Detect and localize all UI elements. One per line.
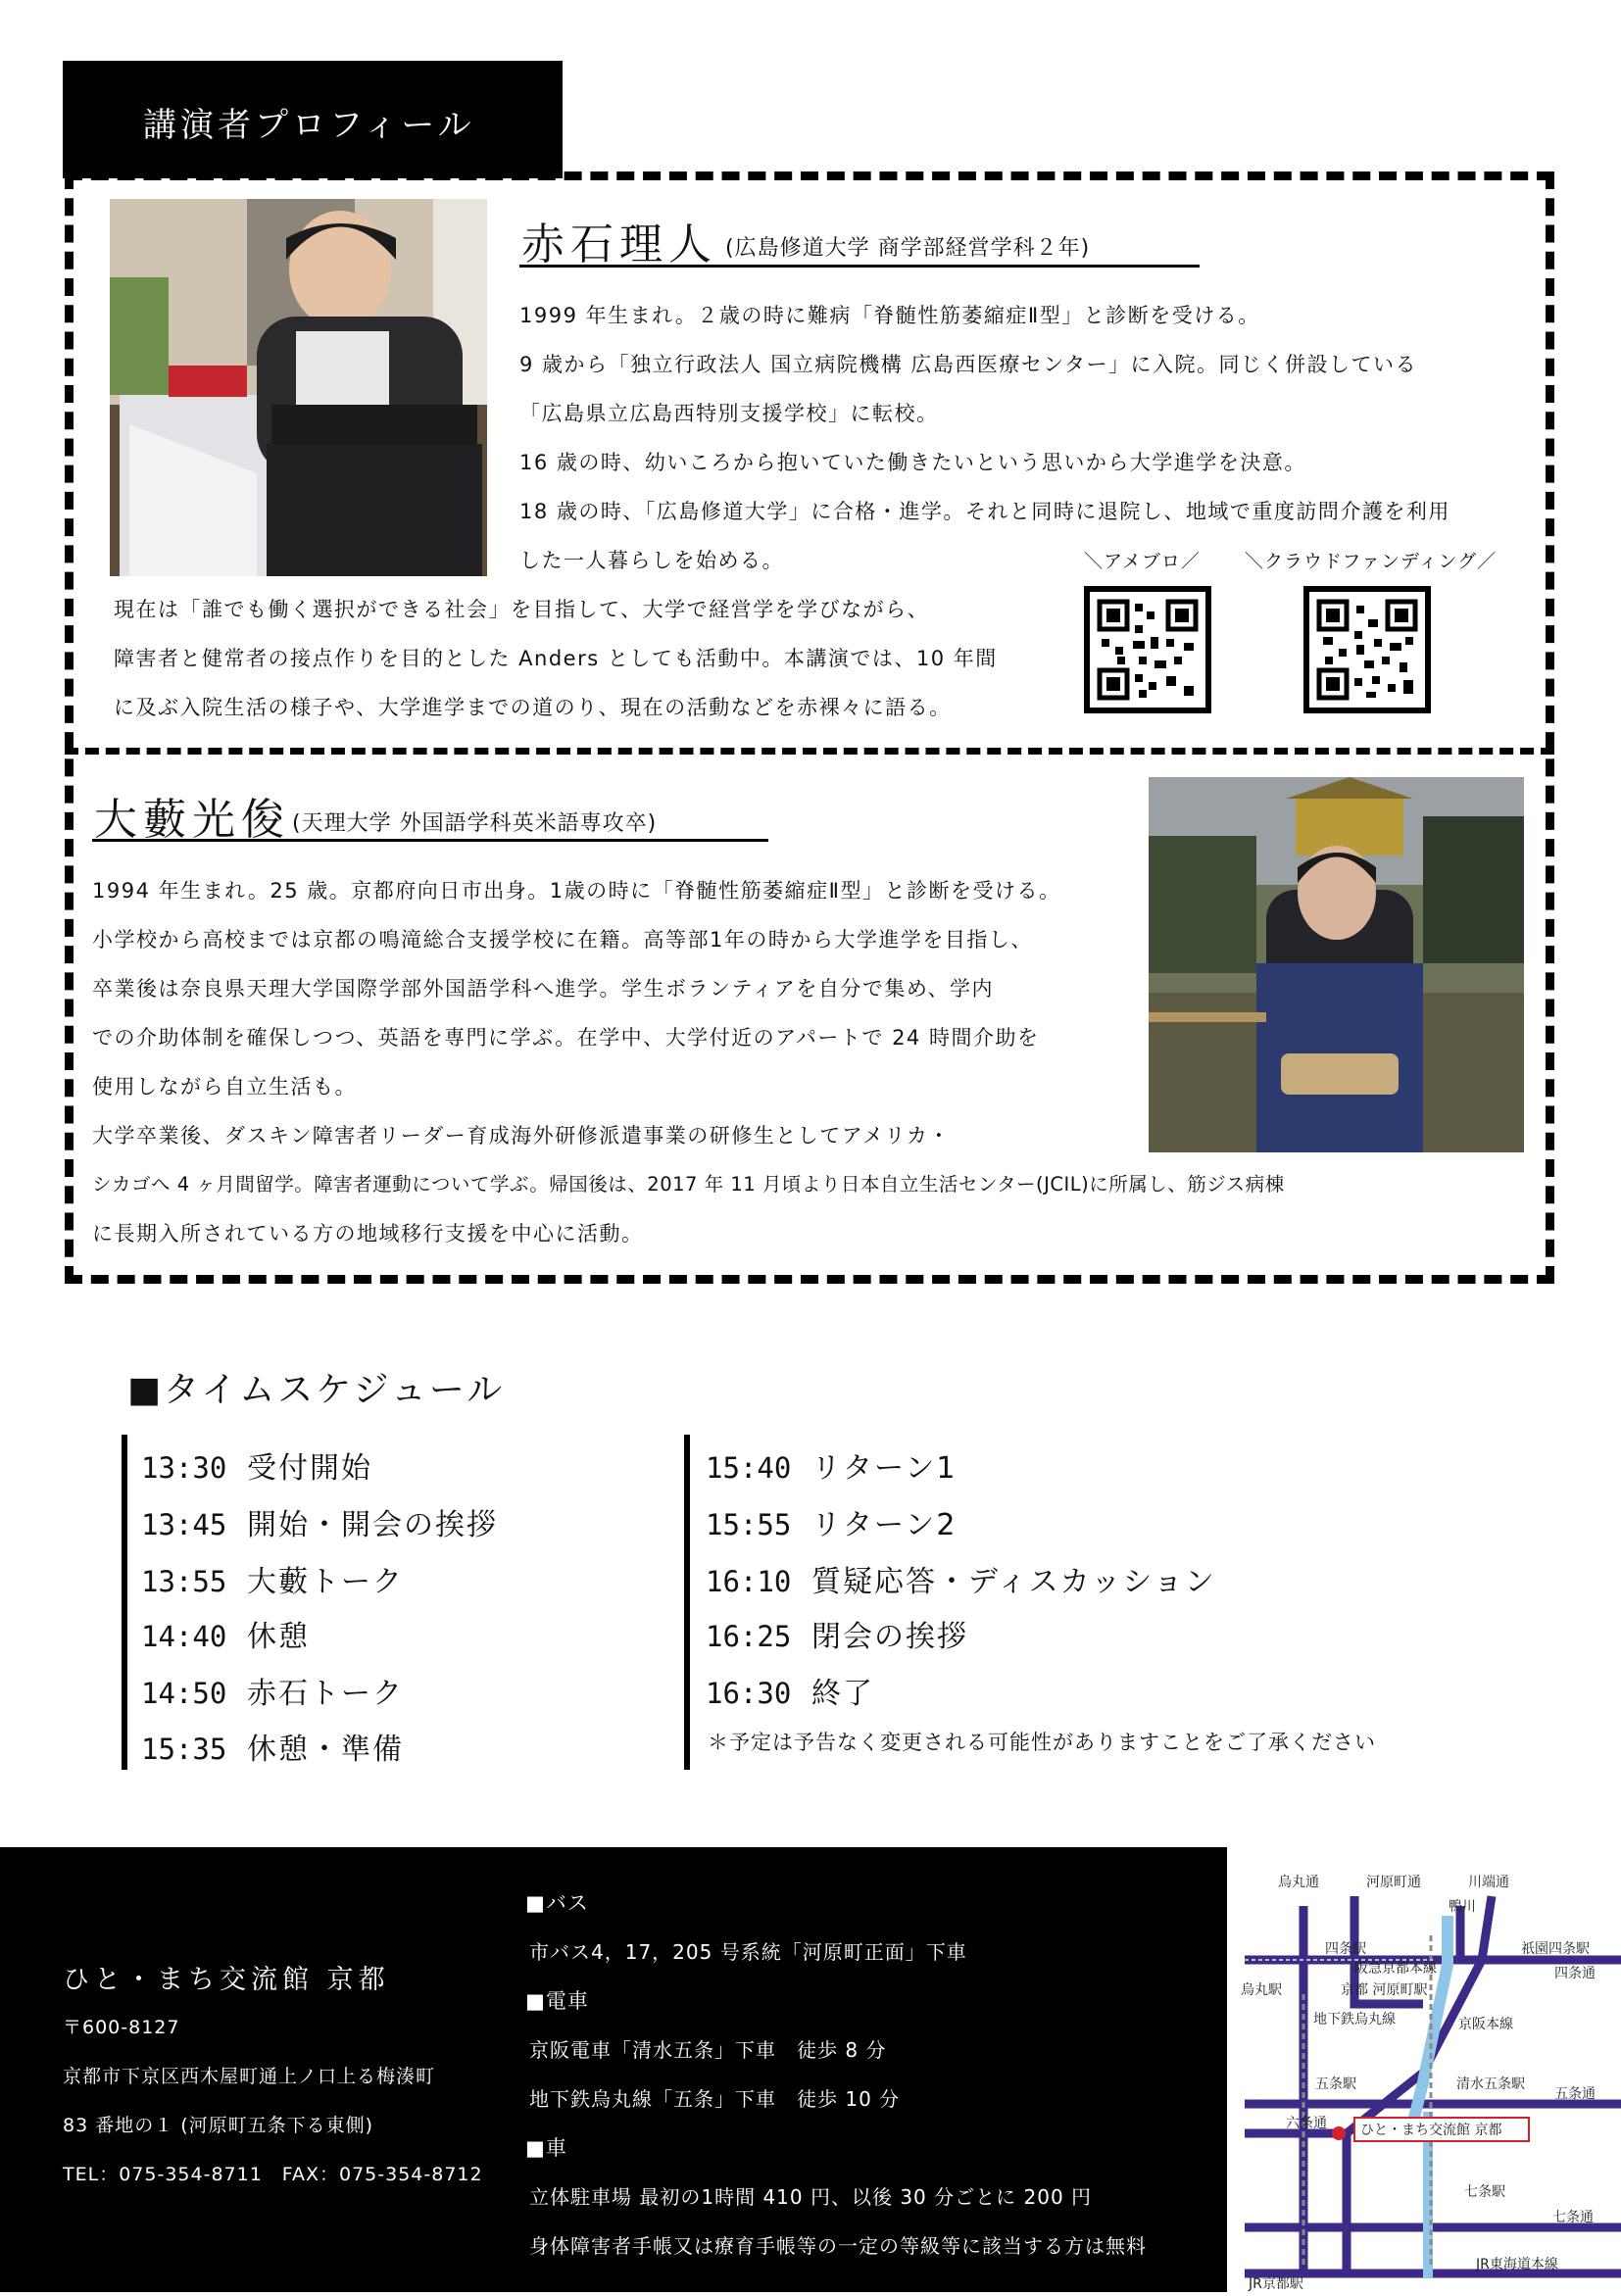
map-label: 四条通 xyxy=(1554,1966,1596,1981)
schedule-left-bar xyxy=(122,1435,127,1770)
speaker1-bio-line: 9 歳から「独立行政法人 国立病院機構 広島西医療センター」に入院。同じく併設している xyxy=(519,353,1418,376)
schedule-event: リターン1 xyxy=(811,1451,958,1486)
schedule-event: 開始・開会の挨拶 xyxy=(247,1508,498,1542)
speaker2-bio-line: での介助体制を確保しつつ、英語を専門に学ぶ。在学中、大学付近のアパートで 24 時間介助を xyxy=(92,1026,1040,1050)
speaker1-photo xyxy=(110,199,487,576)
speaker2-bio-line: シカゴへ 4 ヶ月間留学。障害者運動について学ぶ。帰国後は、2017 年 11 月頃より日本自立生活センター(JCIL)に所属し、筋ジス病棟 xyxy=(92,1173,1285,1196)
map-label: 七条通 xyxy=(1552,2210,1594,2225)
qr-label-ameblo: ＼アメブロ／ xyxy=(1084,551,1201,572)
schedule-event: 受付開始 xyxy=(247,1451,372,1486)
schedule-event: 休憩 xyxy=(247,1620,310,1654)
schedule-event: リターン2 xyxy=(811,1508,958,1542)
schedule-note: ＊予定は予告なく変更される可能性がありますことをご了承ください xyxy=(708,1731,1376,1754)
venue-marker xyxy=(1332,2126,1346,2140)
schedule-time: 13:30 xyxy=(141,1451,227,1485)
speaker2-name: 大藪光俊 xyxy=(94,795,290,845)
speaker2-affiliation: (天理大学 外国語学科英米語専攻卒) xyxy=(292,811,658,836)
schedule-event: 大藪トーク xyxy=(247,1565,404,1599)
schedule-time: 16:30 xyxy=(706,1677,792,1710)
schedule-item xyxy=(706,1669,874,1712)
schedule-item xyxy=(706,1443,958,1487)
schedule-item xyxy=(141,1612,310,1655)
venue-address-line: 京都市下京区西木屋町通上ノ口上る梅湊町 xyxy=(63,2066,436,2087)
speaker1-bio-line: 18 歳の時、「広島修道大学」に合格・進学。それと同時に退院し、地域で重度訪問介護を利用 xyxy=(519,500,1450,523)
map-label: JR京都駅 xyxy=(1249,2276,1303,2292)
schedule-event: 休憩・準備 xyxy=(247,1733,404,1767)
map-label: 清水五条駅 xyxy=(1456,2076,1525,2092)
schedule-time: 16:10 xyxy=(706,1565,792,1598)
schedule-time: 13:45 xyxy=(141,1508,227,1541)
ameblo-qr-code[interactable] xyxy=(1084,586,1211,713)
venue-name: ひと・まち交流館 京都 xyxy=(63,1965,390,1995)
schedule-event: 質疑応答・ディスカッション xyxy=(811,1565,1216,1599)
bus-info: 市バス4，17，205 号系統「河原町正面」下車 xyxy=(529,1940,967,1964)
map-label: 七条駅 xyxy=(1464,2184,1505,2200)
schedule-time: 15:40 xyxy=(706,1451,792,1485)
speaker1-bio-line: 1999 年生まれ。２歳の時に難病「脊髄性筋萎縮症Ⅱ型」と診断を受ける。 xyxy=(519,304,1260,327)
train-info: 京阪電車「清水五条」下車 徒歩 8 分 xyxy=(529,2038,887,2062)
qr-label-crowdfunding: ＼クラウドファンディング／ xyxy=(1245,551,1498,572)
speaker2-bio-line: 大学卒業後、ダスキン障害者リーダー育成海外研修派遣事業の研修生としてアメリカ・ xyxy=(92,1124,951,1148)
speaker1-affiliation: (広島修道大学 商学部経営学科２年) xyxy=(725,236,1091,261)
map-label: 五条駅 xyxy=(1315,2076,1356,2092)
speaker1-bio-line: 現在は「誰でも働く選択ができる社会」を目指して、大学で経営学を学びながら、 xyxy=(114,598,930,621)
train-heading: ■電車 xyxy=(525,1989,589,2013)
schedule-item xyxy=(141,1669,404,1712)
map-label: 地下鉄烏丸線 xyxy=(1313,2012,1396,2027)
train-info: 地下鉄烏丸線「五条」下車 徒歩 10 分 xyxy=(529,2087,901,2111)
access-map xyxy=(1237,1857,1621,2292)
schedule-time: 16:25 xyxy=(706,1620,792,1653)
map-label: 河原町通 xyxy=(1366,1875,1421,1890)
speaker1-bio-line: 「広島県立広島西特別支援学校」に転校。 xyxy=(519,402,939,425)
schedule-event: 終了 xyxy=(811,1677,874,1711)
speaker1-bio-line: した一人暮らしを始める。 xyxy=(519,549,784,572)
speaker1-bio-line: に及ぶ入院生活の様子や、大学進学までの道のり、現在の活動などを赤裸々に語る。 xyxy=(114,696,952,719)
speaker2-bio-line: 小学校から高校までは京都の鳴滝総合支援学校に在籍。高等部1年の時から大学進学を目指し、 xyxy=(92,928,1033,952)
speaker2-bio-line: に長期入所されている方の地域移行支援を中心に活動。 xyxy=(92,1222,644,1246)
map-label: 烏丸駅 xyxy=(1241,1982,1282,1998)
venue-postal-code: 〒600-8127 xyxy=(63,2017,180,2038)
schedule-time: 13:55 xyxy=(141,1565,227,1598)
speaker2-bio-line: 卒業後は奈良県天理大学国際学部外国語学科へ進学。学生ボランティアを自分で集め、学内 xyxy=(92,977,994,1001)
speaker1-bio-line: 16 歳の時、幼いころから抱いていた働きたいという思いから大学進学を決意。 xyxy=(519,451,1306,474)
schedule-item xyxy=(706,1557,1216,1600)
map-label: 五条通 xyxy=(1554,2086,1596,2102)
speaker1-name: 赤石理人 xyxy=(521,220,717,269)
car-info: 立体駐車場 最初の1時間 410 円、以後 30 分ごとに 200 円 xyxy=(529,2185,1093,2209)
map-label: 祇園四条駅 xyxy=(1521,1941,1590,1957)
schedule-right-bar xyxy=(684,1435,690,1770)
schedule-item xyxy=(141,1557,404,1600)
schedule-time: 14:50 xyxy=(141,1677,227,1710)
page-title: 講演者プロフィール xyxy=(143,106,475,145)
map-label: JR東海道本線 xyxy=(1476,2257,1558,2272)
schedule-item xyxy=(141,1500,498,1543)
venue-contact: TEL：075-354-8711 FAX：075-354-8712 xyxy=(63,2164,483,2185)
speaker2-bio-line: 使用しながら自立生活も。 xyxy=(92,1075,357,1099)
map-label: 六条通 xyxy=(1286,2116,1327,2131)
car-heading: ■車 xyxy=(525,2136,567,2160)
schedule-item xyxy=(141,1443,372,1487)
map-label: 京都 河原町駅 xyxy=(1341,1982,1428,1998)
speaker2-photo xyxy=(1149,777,1524,1152)
schedule-time: 14:40 xyxy=(141,1620,227,1653)
speaker2-bio-line: 1994 年生まれ。25 歳。京都府向日市出身。1歳の時に「脊髄性筋萎縮症Ⅱ型」と診断を受ける。 xyxy=(92,879,1061,903)
schedule-time: 15:35 xyxy=(141,1733,227,1766)
map-label: 阪急京都本線 xyxy=(1354,1961,1437,1977)
schedule-title: ■タイムスケジュール xyxy=(127,1370,506,1410)
schedule-item xyxy=(141,1725,404,1768)
schedule-item xyxy=(706,1500,958,1543)
schedule-time: 15:55 xyxy=(706,1508,792,1541)
venue-address-line: 83 番地の１ (河原町五条下る東側) xyxy=(63,2115,374,2136)
schedule-event: 閉会の挨拶 xyxy=(811,1620,968,1654)
profile-divider xyxy=(65,748,1554,755)
map-label: ひと・まち交流館 京都 xyxy=(1360,2123,1502,2138)
schedule-item xyxy=(706,1612,968,1655)
schedule-event: 赤石トーク xyxy=(247,1677,404,1711)
map-label: 川端通 xyxy=(1468,1875,1509,1890)
speaker1-name-underline xyxy=(519,265,1200,268)
map-label: 四条駅 xyxy=(1325,1941,1366,1957)
bus-heading: ■バス xyxy=(525,1891,589,1915)
map-label: 京阪本線 xyxy=(1458,2017,1513,2032)
speaker1-bio-line: 障害者と健常者の接点作りを目的とした Anders としても活動中。本講演では、10 年間 xyxy=(114,647,998,670)
crowdfunding-qr-code[interactable] xyxy=(1303,586,1431,713)
map-label: 烏丸通 xyxy=(1278,1875,1319,1890)
map-label: 鴨川 xyxy=(1449,1899,1476,1915)
speaker2-name-underline xyxy=(92,839,768,842)
car-info: 身体障害者手帳又は療育手帳等の一定の等級等に該当する方は無料 xyxy=(529,2234,1147,2258)
